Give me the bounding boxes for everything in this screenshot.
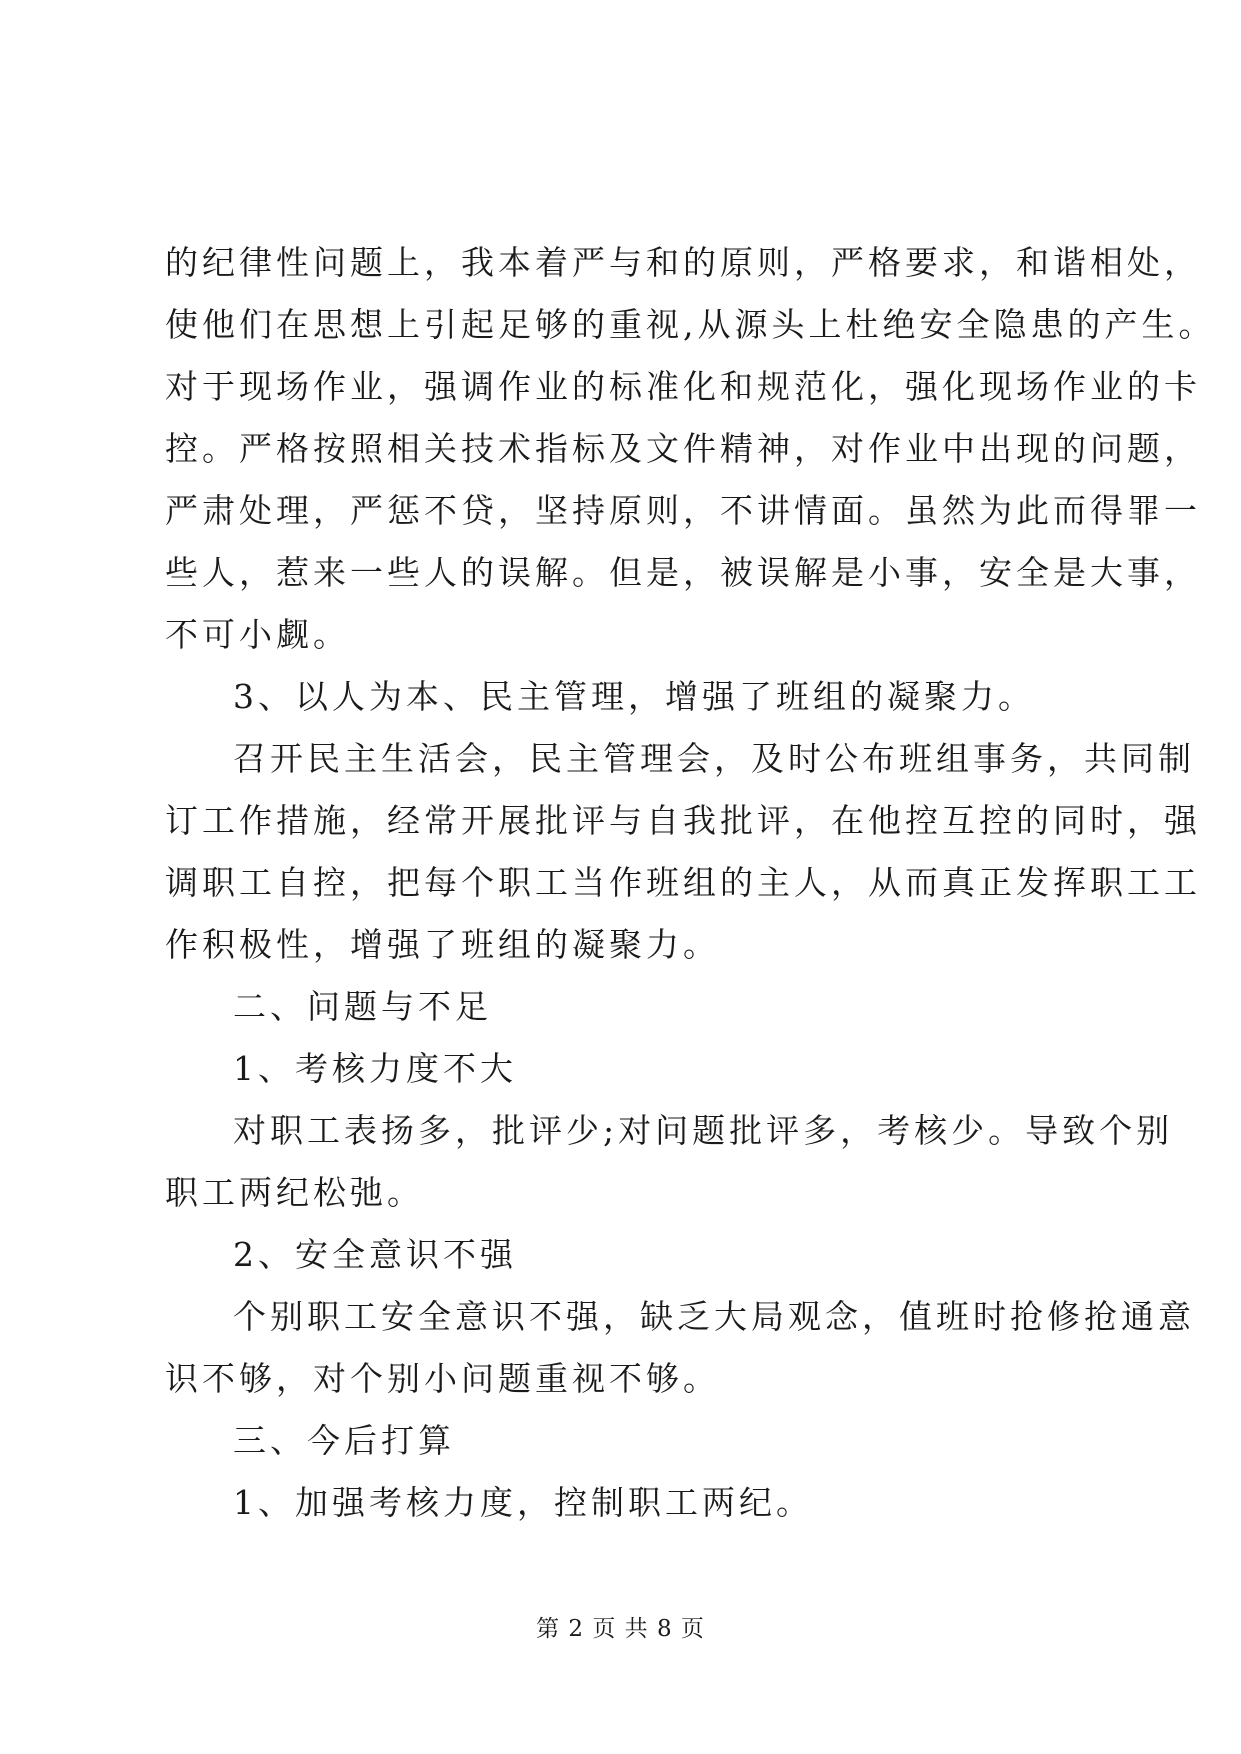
text-line: 使他们在思想上引起足够的重视,从源头上杜绝安全隐患的产生。 bbox=[165, 305, 1216, 344]
text-line: 些人，惹来一些人的误解。但是，被误解是小事，安全是大事， bbox=[165, 553, 1201, 592]
text-line: 识不够，对个别小问题重视不够。 bbox=[165, 1359, 720, 1398]
subsection-heading: 2、安全意识不强 bbox=[233, 1235, 517, 1274]
text-line: 作积极性，增强了班组的凝聚力。 bbox=[165, 925, 720, 964]
text-line: 调职工自控，把每个职工当作班组的主人，从而真正发挥职工工 bbox=[165, 863, 1201, 902]
text-line: 控。严格按照相关技术指标及文件精神，对作业中出现的问题， bbox=[165, 429, 1201, 468]
text-line: 订工作措施，经常开展批评与自我批评，在他控互控的同时，强 bbox=[165, 801, 1201, 840]
subsection-heading: 1、加强考核力度，控制职工两纪。 bbox=[233, 1483, 813, 1522]
text-line: 严肃处理，严惩不贷，坚持原则，不讲情面。虽然为此而得罪一 bbox=[165, 491, 1201, 530]
paragraph-first-line: 对职工表扬多，批评少;对问题批评多，考核少。导致个别 bbox=[233, 1111, 1174, 1150]
page-number-footer: 第 2 页 共 8 页 bbox=[536, 1616, 705, 1642]
section-heading: 3、以人为本、民主管理，增强了班组的凝聚力。 bbox=[233, 677, 1035, 716]
text-line: 不可小觑。 bbox=[165, 615, 350, 654]
document-body bbox=[165, 232, 1216, 1534]
section-heading: 三、今后打算 bbox=[233, 1421, 455, 1460]
paragraph-first-line: 召开民主生活会，民主管理会，及时公布班组事务，共同制 bbox=[233, 739, 1195, 778]
subsection-heading: 1、考核力度不大 bbox=[233, 1049, 517, 1088]
text-line: 的纪律性问题上，我本着严与和的原则，严格要求，和谐相处， bbox=[165, 243, 1201, 282]
section-heading: 二、问题与不足 bbox=[233, 987, 492, 1026]
paragraph-first-line: 个别职工安全意识不强，缺乏大局观念，值班时抢修抢通意 bbox=[233, 1297, 1195, 1336]
text-line: 对于现场作业，强调作业的标准化和规范化，强化现场作业的卡 bbox=[165, 367, 1201, 406]
text-line: 职工两纪松弛。 bbox=[165, 1173, 424, 1212]
